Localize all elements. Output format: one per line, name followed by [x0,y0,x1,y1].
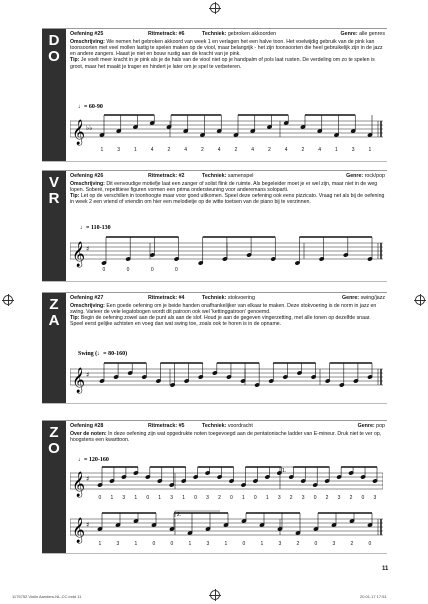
fingering-number: 3 [116,541,120,547]
notes-group [97,513,372,547]
rhythm-track: Ritmetrack: #6 [148,31,185,37]
fingering-number: 1 [98,541,102,547]
fingering-number: 1 [241,495,245,501]
fingering-number: 4 [150,147,154,153]
fingering-number: 0 [126,267,130,273]
fingering-number: 3 [206,495,209,501]
day-letter: Z [49,296,59,313]
music-staff [70,223,383,279]
tip-text: Je voelt meer kracht in je pink als je de hals van de viool niet op je handpalm of pols laat rusten. De verdeling om zo te spelen is groot, maar het maakt je trager en hindert je later om je spel te verbeteren. [70,57,375,70]
staff-lines [70,467,383,489]
tip-label: Tip: [70,315,80,322]
genre-label: Genre: [346,173,364,179]
fingering-number: 2 [218,495,221,501]
fingering-number: 1 [158,495,162,501]
exercise-section-27 [42,292,387,404]
notes-group [99,363,372,387]
fingering-number: 3 [170,495,174,501]
fingering-number: 4 [318,147,322,153]
exercise-section-26 [42,170,387,282]
fingering-number: 4 [217,147,221,153]
fingering-number: 2 [234,147,238,153]
day-letter: R [48,190,60,207]
description-text: Dit eenvoudige motiefje laat een zanger of solist flink de ruimte. Als begeleider moet je er wel zijn, maar niet in de weg lopen. Soberé, repetitieve figuren vormen een prima ondersteuning voor anderemans soloparti. [70,180,378,193]
genre-value: pop [376,423,385,429]
exercise-description [70,181,385,206]
fingering-number: 2 [296,541,300,547]
technique-value: voordracht [227,423,253,429]
treble-clef-icon: 𝄞 [72,472,86,497]
fingering-number: 3 [278,541,282,547]
exercise-description [70,39,385,70]
day-letter: O [48,48,60,65]
technique-label: Techniek: [202,295,227,301]
music-staff-row-1 [70,455,383,503]
fingering-number: 3 [351,147,355,153]
fingering-number: 3 [337,495,341,501]
tip-label: Tip: [70,57,80,64]
fingering-number: 3 [373,495,377,501]
footer-timestamp: 20.01.17 17:51 [360,594,387,599]
day-sidebar [42,293,66,403]
genre-value: rock/pop [364,173,385,179]
treble-clef-icon: 𝄞 [72,368,86,393]
flat-signature-icon: ♭♭ [86,124,93,132]
fingering-number: 3 [117,147,121,153]
fingering-number: 1 [134,147,137,153]
tempo-marking: Swing (♩= 80-160) [78,351,128,357]
sharp-signature-icon: ♯ [86,371,90,379]
exercise-description [70,431,385,444]
fingering-number: 0 [230,495,233,501]
day-letter: V [48,174,59,191]
technique-value: stokvoering [227,295,255,301]
fingering-number: 1 [265,495,269,501]
registration-mark-right [415,295,425,305]
fingering-number: 4 [184,147,188,153]
fingering-number: 0 [314,541,318,547]
fingering-number: 0 [146,495,150,501]
fingering-number: 0 [152,541,156,547]
fingering-number: 2 [201,147,204,153]
fingering-number: 0 [98,495,102,501]
technique-value: gebroken akkoorden [227,31,277,37]
volta-1: 1. [282,468,287,474]
day-letter: A [48,312,60,329]
day-sidebar [42,171,66,281]
tempo-marking: ♩= 120-160 [78,457,109,463]
fingering-number: 1 [134,495,138,501]
day-sidebar [42,421,66,553]
volta-2: 2. [177,512,182,518]
exercise-header [70,295,385,302]
exercise-content [70,295,385,328]
registration-mark-top [210,3,220,13]
notes-group [97,467,377,501]
fingering-number: 0 [194,495,197,501]
technique-label: Techniek: [202,31,227,37]
fingering-number: 3 [206,541,210,547]
tempo-marking: ♩= 60-90 [78,104,103,110]
genre-value: swing/jazz [360,295,385,301]
fingering-number: 1 [110,495,114,501]
fingering-number: 0 [313,495,317,501]
fingering-number: 2 [289,495,293,501]
exercise-content [70,423,385,443]
fingering-number: 3 [277,495,281,501]
fingering-number: 4 [284,147,288,153]
footer-file-info: 1175752 Violin Aanders-NL-CC.indd 11 [12,594,82,599]
registration-mark-bottom [210,590,220,600]
description-label: Over de noten: [70,430,107,437]
fingering-number: 2 [301,147,305,153]
fingering-number: 0 [361,495,365,501]
exercise-content [70,173,385,206]
exercise-section-25 [42,28,387,162]
music-staff [70,99,383,157]
fingering-number: 0 [253,495,257,501]
page-number: 11 [382,566,389,572]
rhythm-track: Ritmetrack: #5 [148,423,185,429]
fingering-number: 0 [175,267,178,273]
description-label: Omschrijving: [70,180,105,187]
staff-lines [70,243,383,259]
fingering-number: 3 [122,495,126,501]
treble-clef-icon: 𝄞 [72,518,86,543]
exercise-header [70,31,385,38]
fingering-number: 2 [268,147,271,153]
technique-label: Techniek: [202,423,227,429]
technique-value: samenspel [227,173,254,179]
fingering-number: 1 [335,147,338,153]
fingering-number: 1 [188,541,192,547]
treble-clef-icon: 𝄞 [72,120,86,145]
registration-mark-left [3,295,13,305]
day-sidebar [42,29,66,161]
fingering-number: 4 [251,147,255,153]
exercise-number: Oefening #26 [70,173,104,179]
fingering-number: 1 [100,147,104,153]
genre-label: Genre: [357,423,375,429]
music-staff [70,349,383,401]
exercise-number: Oefening #27 [70,295,104,301]
rhythm-track: Ritmetrack: #4 [148,295,185,301]
sharp-signature-icon: ♯ [86,245,90,253]
exercise-header [70,173,385,180]
description-text: In deze oefening zijn wat opgedrukte noten toegevoegd aan de pentatonische ladder van E-mineur. Druk niet te ver op, hoogstens een kwarttoon. [70,430,382,443]
exercise-section-28 [42,420,387,554]
day-letter: Z [49,424,59,441]
exercise-description [70,303,385,328]
description-label: Omschrijving: [70,302,105,309]
sharp-signature-icon: ♯ [86,521,90,529]
fingering-number: 0 [242,541,246,547]
technique-label: Techniek: [202,173,227,179]
tip-label: Tip: [70,193,80,200]
exercise-number: Oefening #28 [70,423,104,429]
treble-clef-icon: 𝄞 [72,242,86,267]
exercise-number: Oefening #25 [70,31,104,37]
notes-group [99,115,372,153]
description-text: We nemen het gebroken akkoord van week 1 en verlagen het een halve toon. Het voelwijdig gebruik van de pink kan toonsoorten met veel mollen lastig te spelen maken op de viool, maar belangrijk - het zijn toonsoorten die heel gebruikelijk zijn in de jazz en andere zangers. Haast je niet en bouw rustig aan de kracht van je pink. [70,38,383,58]
genre-label: Genre: [340,31,358,37]
fingering-number: 1 [134,541,138,547]
fingering-number: 3 [301,495,305,501]
fingering-number: 1 [260,541,264,547]
genre-value: alle genres [359,31,385,37]
fingering-number: 1 [182,495,185,501]
day-letter: D [48,32,60,49]
fingering-number: 0 [150,267,154,273]
genre-label: Genre: [342,295,360,301]
description-label: Omschrijving: [70,38,105,45]
rhythm-track: Ritmetrack: #2 [148,173,185,179]
day-letter: O [48,440,60,457]
fingering-number: 0 [170,541,174,547]
sharp-signature-icon: ♯ [86,475,90,483]
fingering-number: 3 [332,541,336,547]
fingering-number: 0 [368,541,372,547]
fingering-number: 2 [349,495,353,501]
fingering-number: 2 [325,495,329,501]
fingering-number: 2 [167,147,171,153]
fingering-number: 0 [102,267,106,273]
tempo-marking: ♩= 110-130 [80,225,111,231]
fingering-number: 2 [350,541,354,547]
description-text: Een goede oefening om je beide handen onafhankelijker van elkaar te maken. Deze stokvoering is de norm in jazz en swing. Varieer de vele legatobogen wordt dit patroon ook wel 'kettinggatroon' genoemd. [70,302,377,315]
music-staff-row-2 [70,505,383,551]
exercise-header [70,423,385,430]
exercise-content [70,31,385,70]
fingering-number: 1 [224,541,228,547]
fingering-number: 1 [368,147,372,153]
tip-text: Let op de verschillen in toonhoogte maar voor goed uitkomen. Speel deze oefening ook eens pizzicato. Vraag net als bij de oefening in week 2 een vriend of vriendin om hier een melodietje op de witte toetsen van de piano bij te verzinnen. [70,193,385,206]
tip-text: Begin de oefening zowel aan de punt als aan de slof. Houd je aan de gegeven vingerzetting, met alle tonen op dezelfde snaar. Speel eerst gelijke achtsten en voeg dan wat swing toe, zoals ook te horen is in de opname. [70,315,371,328]
